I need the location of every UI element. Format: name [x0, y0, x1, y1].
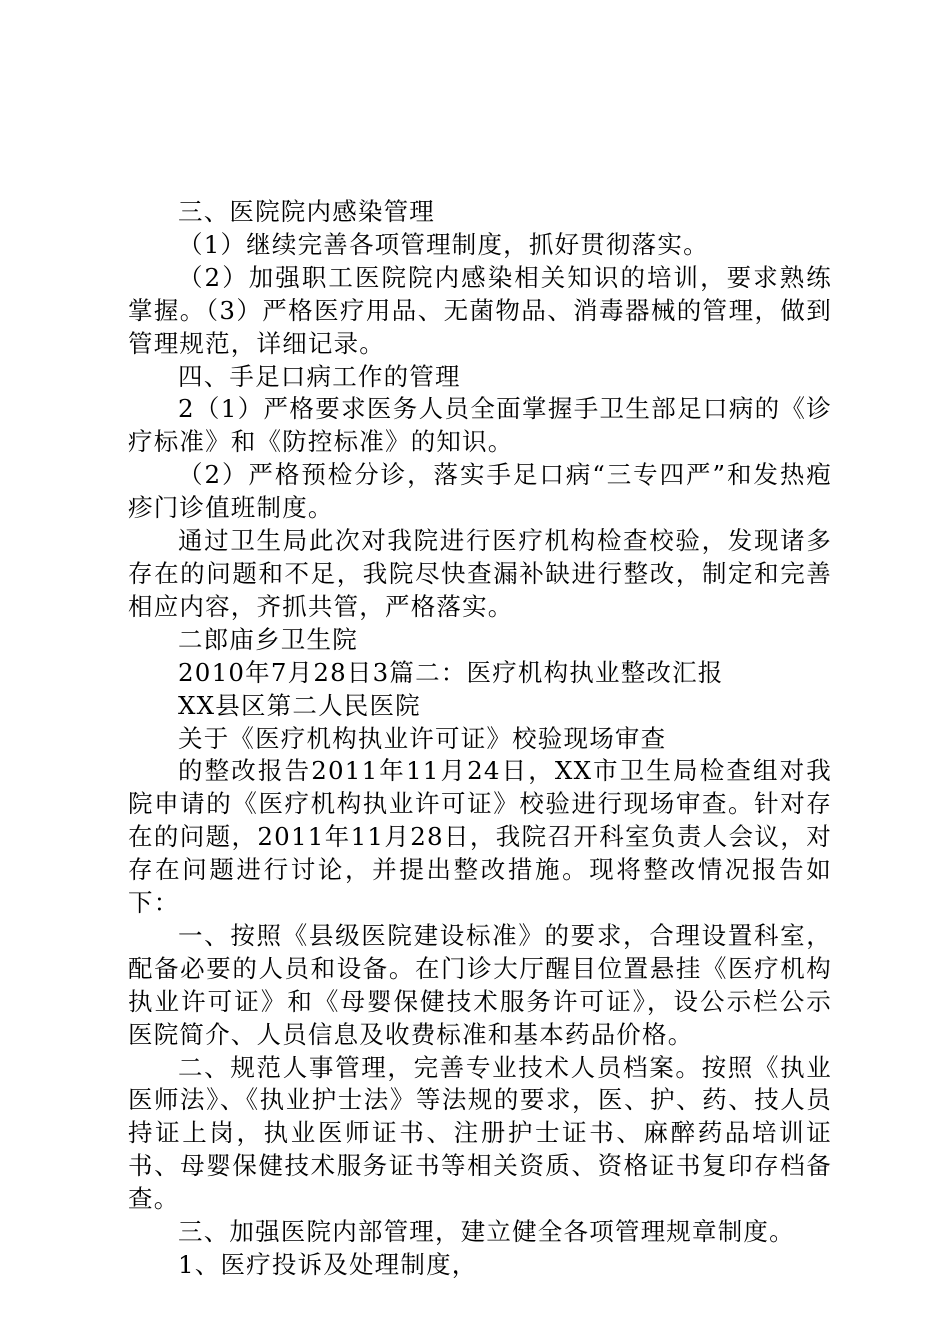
hospital-name: XX县区第二人民医院 — [178, 690, 421, 720]
paragraph: （1）继续完善各项管理制度，抓好贯彻落实。 — [178, 229, 709, 259]
signature-organization: 二郎庙乡卫生院 — [178, 624, 358, 654]
paragraph: （2）严格预检分诊，落实手足口病“三专四严”和发热疱疹门诊值班制度。 — [128, 460, 832, 523]
section-heading-infection-control: 三、医院院内感染管理 — [178, 197, 435, 226]
report-title: 关于《医疗机构执业许可证》校验现场审查 — [178, 723, 667, 753]
paragraph: 一、按照《县级医院建设标准》的要求，合理设置科室，配备必要的人员和设备。在门诊大厅醒目位置悬挂《医疗机构执业许可证》和《母婴保健技术服务许可证》，设公示栏公示医院简介、人员信息及收费标准和基本药品价格。 — [128, 920, 832, 1049]
paragraph: 的整改报告2011年11月24日，XX市卫生局检查组对我院申请的《医疗机构执业许可证》校验进行现场审查。针对存在的问题，2011年11月28日，我院召开科室负责人会议，对存在问题进行讨论，并提出整改措施。现将整改情况报告如下： — [128, 756, 832, 918]
paragraph: 通过卫生局此次对我院进行医疗机构检查校验，发现诸多存在的问题和不足，我院尽快查漏补缺进行整改，制定和完善相应内容，齐抓共管，严格落实。 — [128, 526, 832, 621]
paragraph: 2（1）严格要求医务人员全面掌握手卫生部足口病的《诊疗标准》和《防控标准》的知识。 — [128, 394, 832, 457]
section-heading-hfmd: 四、手足口病工作的管理 — [178, 361, 461, 391]
date-line: 2010年7月28日3篇二：医疗机构执业整改汇报 — [178, 657, 724, 687]
section-heading-internal-management: 三、加强医院内部管理，建立健全各项管理规章制度。 — [178, 1217, 795, 1247]
paragraph: （2）加强职工医院院内感染相关知识的培训，要求熟练掌握。（3）严格医疗用品、无菌物品、消毒器械的管理，做到管理规范，详细记录。 — [128, 262, 832, 358]
list-item: 1、医疗投诉及处理制度， — [178, 1250, 478, 1279]
paragraph: 二、规范人事管理，完善专业技术人员档案。按照《执业医师法》、《执业护士法》等法规的要求，医、护、药、技人员持证上岗，执业医师证书、注册护士证书、麻醉药品培训证书、母婴保健技术服务证书等相关资质、资格证书复印存档备查。 — [128, 1052, 832, 1214]
document-body — [128, 196, 832, 1282]
